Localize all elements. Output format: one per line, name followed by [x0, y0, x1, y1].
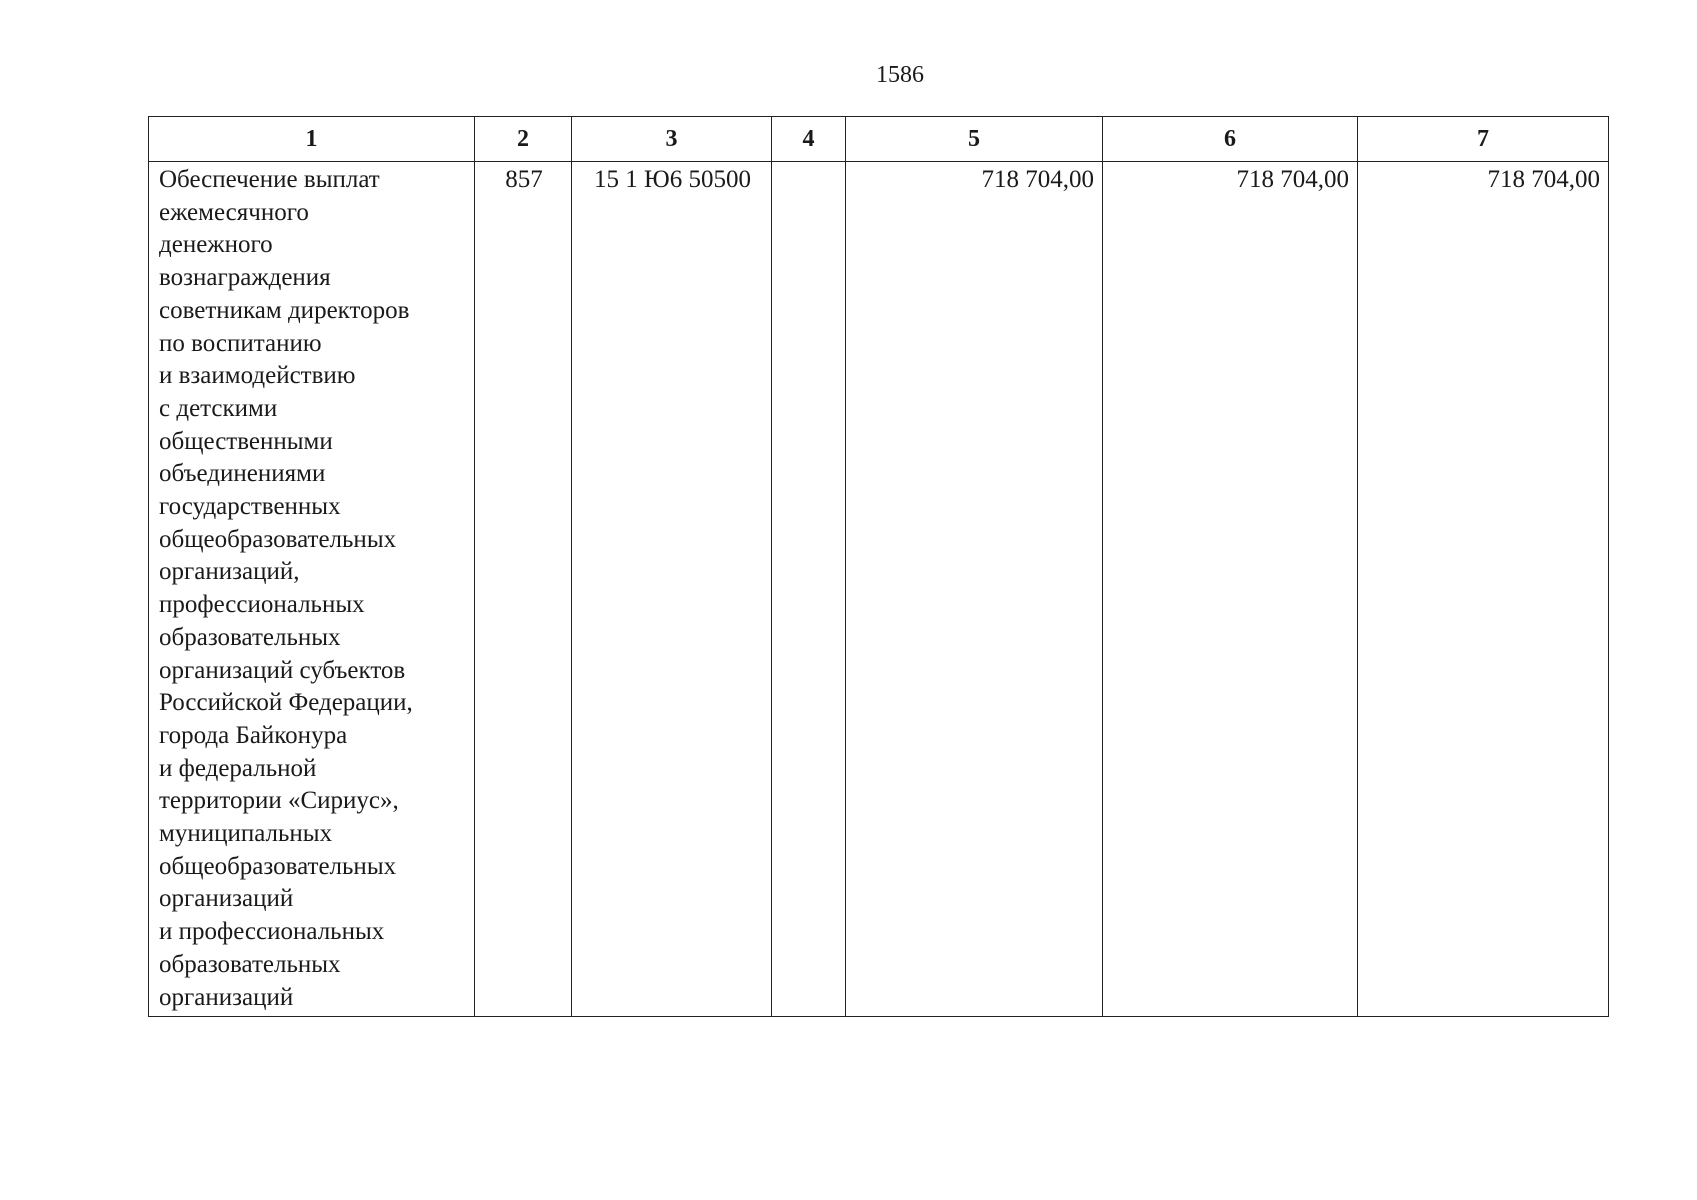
- expense-name-line: города Байконура: [159, 721, 348, 749]
- header-col-2: 2: [475, 117, 572, 162]
- col-6-amount: 718 704,00: [1103, 162, 1358, 1017]
- col-4-cell: [772, 162, 846, 1017]
- expense-name-line: Обеспечение выплат: [159, 166, 380, 193]
- expense-name-line: профессиональных: [159, 591, 365, 619]
- expense-name-line: по воспитанию: [159, 329, 322, 357]
- budget-table: [148, 116, 1609, 1017]
- expense-name-line: организаций: [159, 983, 294, 1011]
- expense-name-line: Российской Федерации,: [159, 689, 413, 717]
- expense-name-line: организаций,: [159, 558, 300, 586]
- expense-name-line: муниципальных: [159, 820, 333, 848]
- expense-name-line: и профессиональных: [159, 918, 385, 946]
- header-col-4: 4: [772, 117, 846, 162]
- expense-name-line: с детскими: [159, 394, 278, 422]
- expense-name-line: государственных: [159, 493, 341, 521]
- expense-name-line: общеобразовательных: [159, 525, 397, 553]
- header-row: [149, 117, 1609, 162]
- header-col-7: 7: [1358, 117, 1609, 162]
- expense-name-line: образовательных: [159, 950, 341, 978]
- expense-name-line: советникам директоров: [159, 296, 410, 324]
- col-3-cell: 15 1 Ю6 50500: [572, 162, 772, 1017]
- expense-name-line: организаций субъектов: [159, 656, 406, 684]
- col-7-amount: 718 704,00: [1358, 162, 1609, 1017]
- header-col-3: 3: [572, 117, 772, 162]
- expense-name-line: организаций: [159, 885, 294, 913]
- expense-name-line: общественными: [159, 427, 333, 455]
- expense-name-line: вознаграждения: [159, 264, 331, 292]
- expense-name-line: денежного: [159, 231, 273, 259]
- col-2-cell: 857: [475, 162, 572, 1017]
- header-col-6: 6: [1103, 117, 1358, 162]
- expense-name-line: объединениями: [159, 460, 326, 488]
- expense-name-line: и взаимодействию: [159, 362, 356, 390]
- col-5-amount: 718 704,00: [846, 162, 1103, 1017]
- expense-name-line: ежемесячного: [159, 198, 309, 226]
- page-number: 1586: [876, 62, 924, 88]
- header-col-5: 5: [846, 117, 1103, 162]
- expense-name-line: и федеральной: [159, 754, 317, 782]
- expense-name-line: образовательных: [159, 623, 341, 651]
- table-row: [149, 162, 1609, 1017]
- expense-name-cell: [149, 162, 475, 1017]
- expense-name-line: общеобразовательных: [159, 852, 397, 880]
- expense-name-line: территории «Сириус»,: [159, 787, 399, 815]
- header-col-1: 1: [149, 117, 475, 162]
